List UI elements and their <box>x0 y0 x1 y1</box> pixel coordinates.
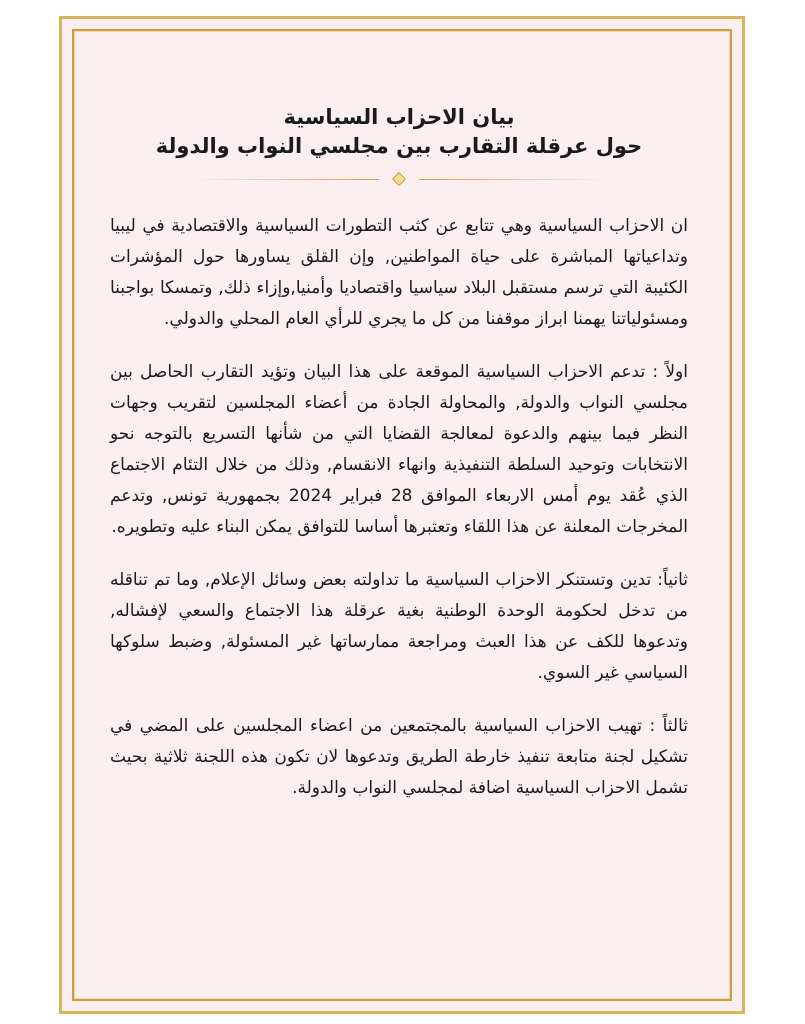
title-line-1: بيان الاحزاب السياسية <box>283 105 515 129</box>
divider-line-right <box>419 179 609 180</box>
paragraph-third-point: ثالثاً : تهيب الاحزاب السياسية بالمجتمعين من اعضاء المجلسين على المضي في تشكيل لجنة متابعة تنفيذ خارطة الطريق وتدعوها لان تكون هذه اللجنة ثلاثية بحيث تشمل الاحزاب السياسية اضافة لمجلسي النواب والدولة. <box>110 716 688 798</box>
paragraph-intro: ان الاحزاب السياسية وهي تتابع عن كثب التطورات السياسية والاقتصادية في ليبيا وتداعياتها المباشرة على حياة المواطنين, وإن القلق يساورها حول المؤشرات الكئيبة التي ترسم مستقبل البلاد سياسيا واقتصاديا وأمنيا,وإزاء ذلك, وتمسكا بواجبنا ومسئولياتنا يهمنا ابراز موقفنا من كل ما يجري للرأي العام المحلي والدولي. <box>110 216 688 329</box>
paragraph-first-point: اولاً : تدعم الاحزاب السياسية الموقعة على هذا البيان وتؤيد التقارب الحاصل بين مجلسي النواب والدولة, والمحاولة الجادة من أعضاء المجلسين لتقريب وجهات النظر فيما بينهم والدعوة لمعالجة القضايا التي من شأنها التسريع بالتوجه نحو الانتخابات وتوحيد السلطة التنفيذية وانهاء الانقسام, وذلك من خلال التئام الاجتماع الذي عُقد يوم أمس الاربعاء الموافق 28 فبراير 2024 بجمهورية تونس, وتدعم المخرجات المعلنة عن هذا اللقاء وتعتبرها أساسا للتوافق يمكن البناء عليه وتطويره. <box>110 362 689 537</box>
divider-line-left <box>189 179 379 180</box>
title-divider-ornament <box>189 173 609 187</box>
gold-outer-frame <box>59 16 745 1014</box>
statement-content <box>110 103 688 826</box>
title-line-2: حول عرقلة التقارب بين مجلسي النواب والدولة <box>155 134 643 158</box>
statement-title <box>110 103 688 161</box>
divider-diamond-icon <box>392 172 406 186</box>
paragraph-second-point: ثانياً: تدين وتستنكر الاحزاب السياسية ما تداولته بعض وسائل الإعلام, وما تم تناقله من تدخل لحكومة الوحدة الوطنية بغية عرقلة هذا الاجتماع والسعي لإفشاله, وتدعوها للكف عن هذا العبث ومراجعة ممارساتها غير المسئولة, وضبط سلوكها السياسي غير السوي. <box>110 570 688 683</box>
